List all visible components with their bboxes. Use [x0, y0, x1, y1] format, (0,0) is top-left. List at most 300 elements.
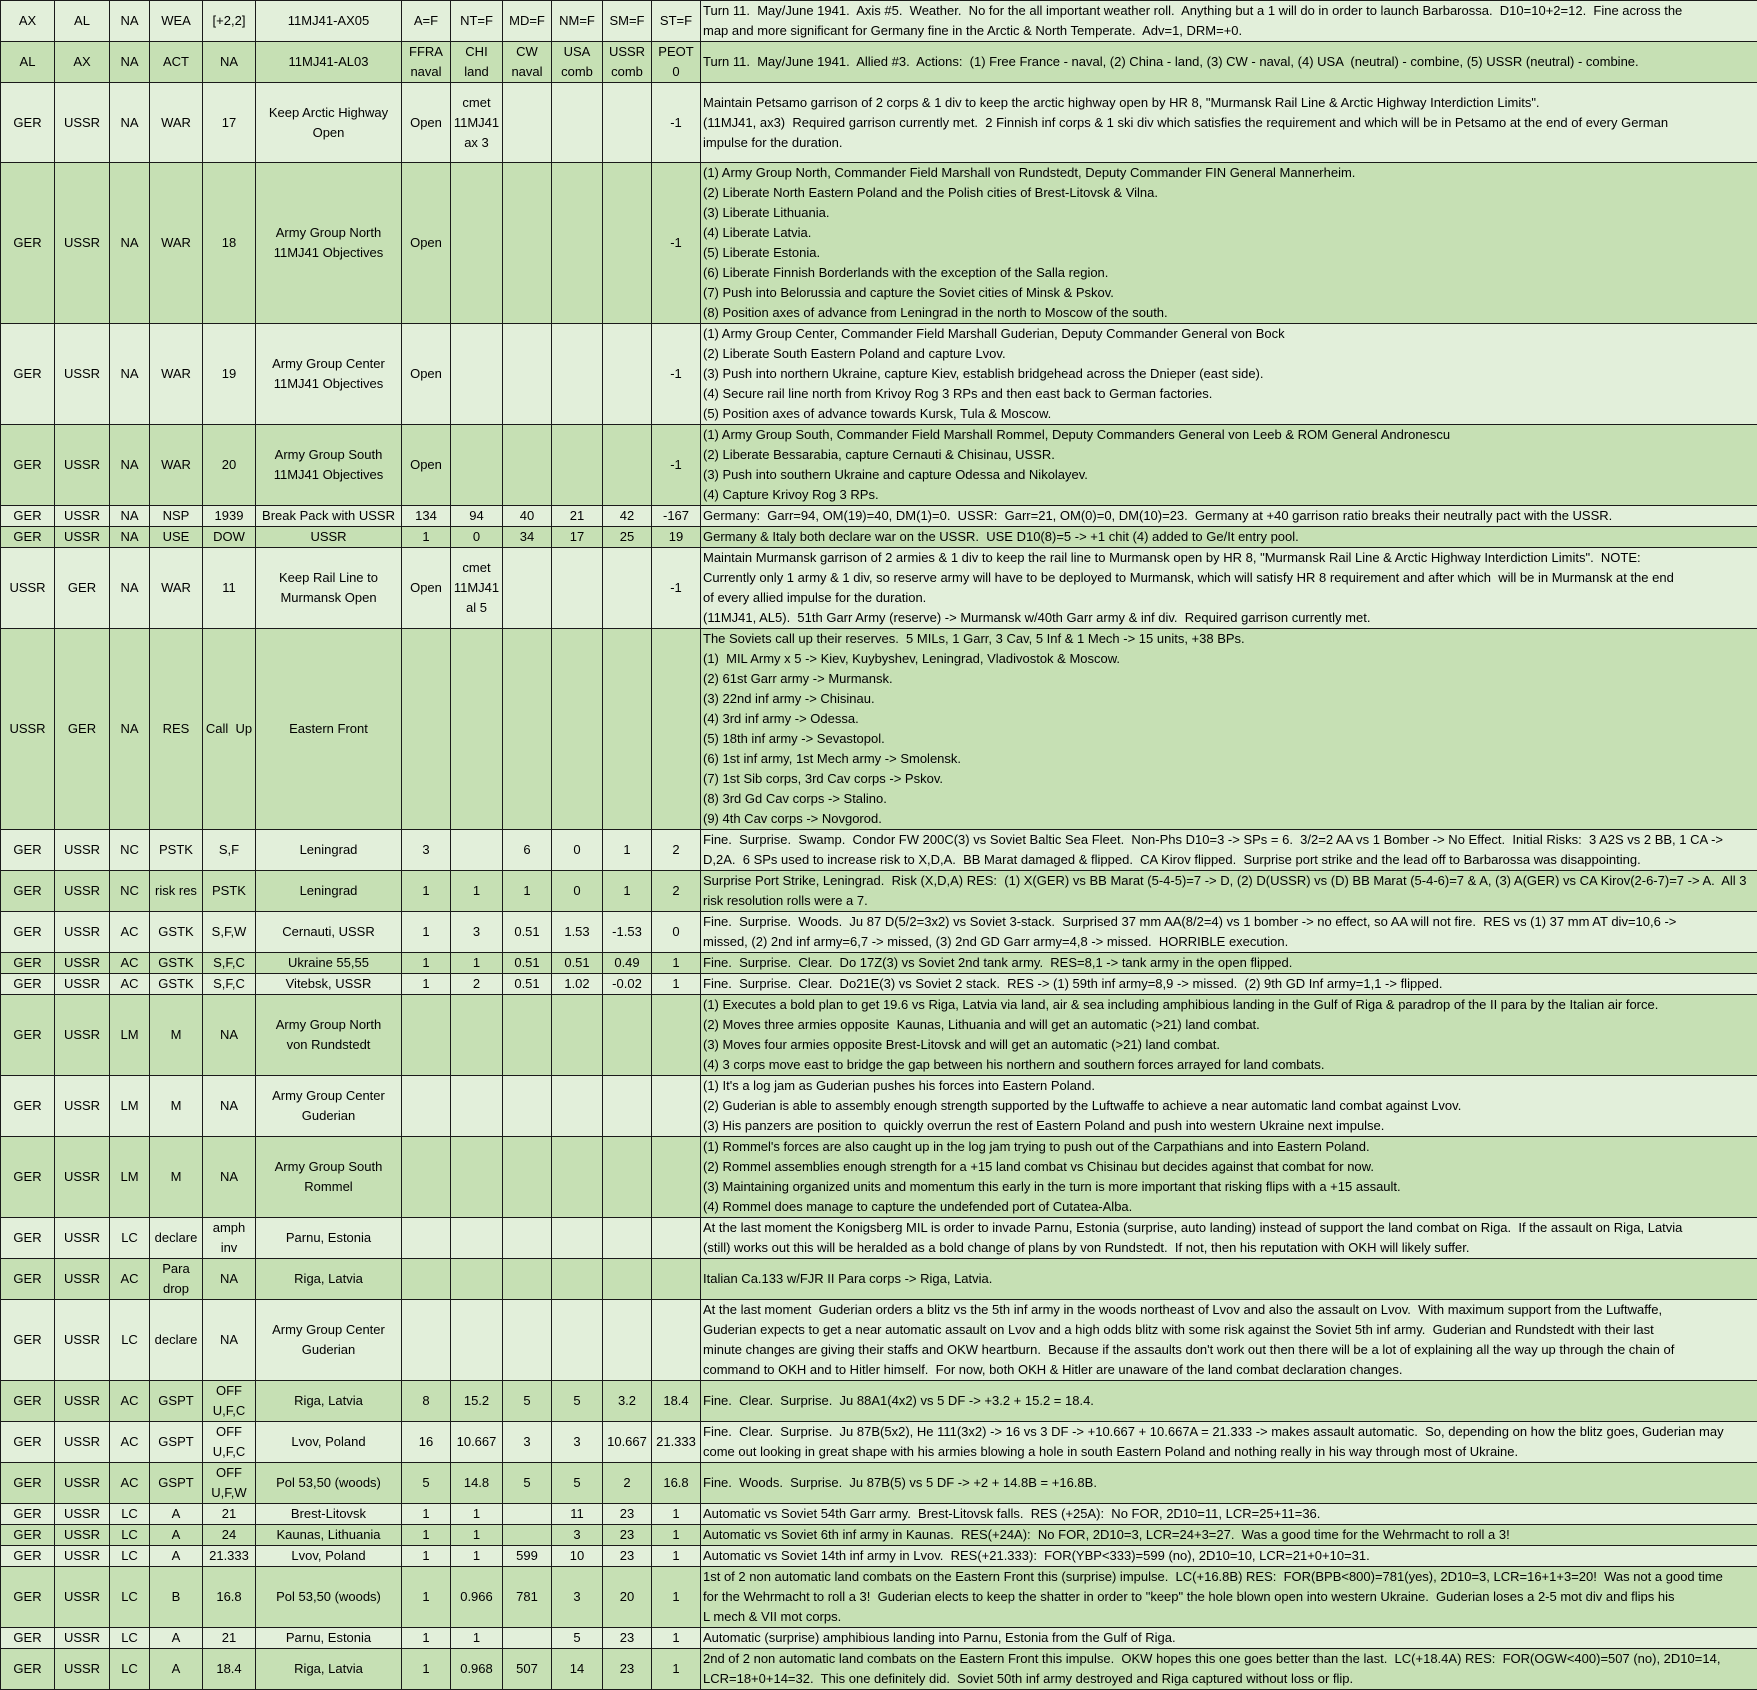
cell-col-st[interactable]: -1	[652, 83, 701, 163]
cell-opponent[interactable]: USSR	[55, 1567, 110, 1628]
cell-phase[interactable]: LM	[110, 1076, 150, 1137]
cell-col-md[interactable]: 34	[503, 527, 552, 548]
cell-col-md[interactable]: 1	[503, 871, 552, 912]
cell-col-nt[interactable]	[451, 995, 503, 1076]
cell-col-nt[interactable]	[451, 1300, 503, 1381]
cell-phase[interactable]: LC	[110, 1300, 150, 1381]
cell-side[interactable]: GER	[1, 1422, 55, 1463]
cell-col-md[interactable]	[503, 1504, 552, 1525]
cell-side[interactable]: GER	[1, 953, 55, 974]
cell-col-st[interactable]: 16.8	[652, 1463, 701, 1504]
cell-target[interactable]: Army Group Center Guderian	[256, 1076, 402, 1137]
cell-target[interactable]: 11MJ41-AX05	[256, 1, 402, 42]
cell-description[interactable]: (1) Army Group South, Commander Field Marshall Rommel, Deputy Commanders General von Leeb & ROM General Andronescu (2) Liberate Bessarabia, capture Cernauti & Chisinau, USSR. (3) Push into southern Ukraine and capture Odessa and Nikolayev. (4) Capture Krivoy Rog 3 RPs.	[701, 425, 1757, 506]
cell-phase[interactable]: LC	[110, 1218, 150, 1259]
cell-action[interactable]: M	[150, 995, 203, 1076]
cell-modifier[interactable]: DOW	[203, 527, 256, 548]
cell-col-st[interactable]	[652, 1137, 701, 1218]
cell-col-sm[interactable]: 2	[603, 1463, 652, 1504]
cell-modifier[interactable]: 16.8	[203, 1567, 256, 1628]
cell-modifier[interactable]: S,F,C	[203, 974, 256, 995]
cell-target[interactable]: Parnu, Estonia	[256, 1628, 402, 1649]
cell-col-nm[interactable]: 5	[552, 1463, 603, 1504]
cell-modifier[interactable]: PSTK	[203, 871, 256, 912]
cell-modifier[interactable]: OFF U,F,C	[203, 1422, 256, 1463]
cell-phase[interactable]: AC	[110, 953, 150, 974]
cell-col-sm[interactable]: 23	[603, 1525, 652, 1546]
cell-col-st[interactable]: 1	[652, 1504, 701, 1525]
cell-description[interactable]: At the last moment Guderian orders a blitz vs the 5th inf army in the woods northeast of Lvov and also the assault on Lvov. With maximum support from the Luftwaffe, Guderian expects to get a near automatic assault on Lvov and a high odds blitz with some risk against the Soviet 5th inf army. Guderian and Rundstedt with their last minute changes are giving their staffs and OKW heartburn. Because if the assaults don't work out then there will be a lot of explaining all the way up through the chain of command to OKH and to Hitler himself. For now, both OKH & Hitler are unaware of the land combat declaration changes.	[701, 1300, 1757, 1381]
cell-phase[interactable]: AC	[110, 1381, 150, 1422]
cell-col-md[interactable]	[503, 1218, 552, 1259]
cell-col-nm[interactable]: 3	[552, 1567, 603, 1628]
cell-col-nm[interactable]: 10	[552, 1546, 603, 1567]
cell-modifier[interactable]: S,F	[203, 830, 256, 871]
cell-action[interactable]: WAR	[150, 548, 203, 629]
cell-opponent[interactable]: USSR	[55, 1218, 110, 1259]
cell-col-st[interactable]: 18.4	[652, 1381, 701, 1422]
cell-opponent[interactable]: USSR	[55, 1649, 110, 1690]
cell-col-st[interactable]: ST=F	[652, 1, 701, 42]
cell-col-sm[interactable]: 3.2	[603, 1381, 652, 1422]
cell-col-nt[interactable]	[451, 425, 503, 506]
cell-col-nm[interactable]	[552, 1259, 603, 1300]
cell-side[interactable]: GER	[1, 1504, 55, 1525]
cell-opponent[interactable]: USSR	[55, 830, 110, 871]
cell-col-nt[interactable]: cmet 11MJ41 ax 3	[451, 83, 503, 163]
cell-col-md[interactable]: 599	[503, 1546, 552, 1567]
cell-opponent[interactable]: USSR	[55, 1463, 110, 1504]
cell-col-st[interactable]	[652, 1259, 701, 1300]
cell-col-nm[interactable]: 11	[552, 1504, 603, 1525]
cell-col-md[interactable]: 781	[503, 1567, 552, 1628]
cell-action[interactable]: PSTK	[150, 830, 203, 871]
cell-col-st[interactable]	[652, 1218, 701, 1259]
cell-col-nt[interactable]: 1	[451, 953, 503, 974]
cell-opponent[interactable]: USSR	[55, 1422, 110, 1463]
cell-action[interactable]: B	[150, 1567, 203, 1628]
cell-phase[interactable]: AC	[110, 1463, 150, 1504]
cell-description[interactable]: Turn 11. May/June 1941. Axis #5. Weather. No for the all important weather roll. Anything but a 1 will do in order to launch Barbarossa. D10=10+2=12. Fine across the map and more significant for Germany fine in the Arctic & North Temperate. Adv=1, DRM=+0.	[701, 1, 1757, 42]
cell-opponent[interactable]: AL	[55, 1, 110, 42]
cell-target[interactable]: USSR	[256, 527, 402, 548]
cell-description[interactable]: (1) Rommel's forces are also caught up in the log jam trying to push out of the Carpathians and into Eastern Poland. (2) Rommel assemblies enough strength for a +15 land combat vs Chisinau but decides against that combat for now. (3) Maintaining organized units and momentum this early in the turn is more important that risking flips with a +15 assault. (4) Rommel does manage to capture the undefended port of Cutatea-Alba.	[701, 1137, 1757, 1218]
cell-col-md[interactable]: 5	[503, 1381, 552, 1422]
cell-opponent[interactable]: USSR	[55, 912, 110, 953]
cell-col-sm[interactable]: 42	[603, 506, 652, 527]
cell-modifier[interactable]: 21.333	[203, 1546, 256, 1567]
cell-side[interactable]: GER	[1, 995, 55, 1076]
cell-col-sm[interactable]: -0.02	[603, 974, 652, 995]
cell-action[interactable]: M	[150, 1076, 203, 1137]
cell-col-st[interactable]: PEOT 0	[652, 42, 701, 83]
cell-col-a[interactable]: Open	[402, 163, 451, 324]
cell-col-md[interactable]: 0.51	[503, 953, 552, 974]
cell-col-a[interactable]	[402, 1218, 451, 1259]
cell-col-st[interactable]	[652, 995, 701, 1076]
cell-side[interactable]: AX	[1, 1, 55, 42]
cell-side[interactable]: GER	[1, 1628, 55, 1649]
cell-action[interactable]: WAR	[150, 425, 203, 506]
cell-target[interactable]: Riga, Latvia	[256, 1649, 402, 1690]
cell-col-nm[interactable]	[552, 548, 603, 629]
cell-col-sm[interactable]: 23	[603, 1504, 652, 1525]
cell-phase[interactable]: NA	[110, 324, 150, 425]
cell-opponent[interactable]: USSR	[55, 1137, 110, 1218]
cell-col-a[interactable]: A=F	[402, 1, 451, 42]
cell-action[interactable]: A	[150, 1525, 203, 1546]
cell-action[interactable]: risk res	[150, 871, 203, 912]
cell-description[interactable]: Germany: Garr=94, OM(19)=40, DM(1)=0. USSR: Garr=21, OM(0)=0, DM(10)=23. Germany at +40 garrison ratio breaks their neutrally pact with the USSR.	[701, 506, 1757, 527]
cell-target[interactable]: Vitebsk, USSR	[256, 974, 402, 995]
cell-col-st[interactable]: -167	[652, 506, 701, 527]
cell-col-st[interactable]: 1	[652, 953, 701, 974]
cell-col-md[interactable]	[503, 995, 552, 1076]
cell-col-sm[interactable]	[603, 163, 652, 324]
cell-col-nt[interactable]: cmet 11MJ41 al 5	[451, 548, 503, 629]
cell-opponent[interactable]: USSR	[55, 974, 110, 995]
cell-col-nm[interactable]: 0	[552, 830, 603, 871]
cell-modifier[interactable]: 21	[203, 1628, 256, 1649]
cell-target[interactable]: Army Group South Rommel	[256, 1137, 402, 1218]
cell-target[interactable]: Cernauti, USSR	[256, 912, 402, 953]
cell-side[interactable]: GER	[1, 974, 55, 995]
cell-description[interactable]: Automatic vs Soviet 14th inf army in Lvov. RES(+21.333): FOR(YBP<333)=599 (no), 2D10=10, LCR=21+0+10=31.	[701, 1546, 1757, 1567]
cell-target[interactable]: Keep Rail Line to Murmansk Open	[256, 548, 402, 629]
cell-modifier[interactable]: 18.4	[203, 1649, 256, 1690]
cell-modifier[interactable]: Call Up	[203, 629, 256, 830]
cell-description[interactable]: Surprise Port Strike, Leningrad. Risk (X,D,A) RES: (1) X(GER) vs BB Marat (5-4-5)=7 -> D, (2) D(USSR) vs (D) BB Marat (5-4-6)=7 & A, (3) A(GER) vs CA Kirov(2-6-7)=7 -> A. All 3 risk resolution rolls were a 7.	[701, 871, 1757, 912]
cell-col-st[interactable]: 2	[652, 871, 701, 912]
cell-action[interactable]: M	[150, 1137, 203, 1218]
cell-description[interactable]: (1) Army Group Center, Commander Field Marshall Guderian, Deputy Commander General von Bock (2) Liberate South Eastern Poland and capture Lvov. (3) Push into northern Ukraine, capture Kiev, establish bridgehead across the Dnieper (east side). (4) Secure rail line north from Krivoy Rog 3 RPs and then east back to German factories. (5) Position axes of advance towards Kursk, Tula & Moscow.	[701, 324, 1757, 425]
cell-col-st[interactable]	[652, 1300, 701, 1381]
cell-side[interactable]: GER	[1, 1381, 55, 1422]
cell-col-md[interactable]: 6	[503, 830, 552, 871]
cell-phase[interactable]: AC	[110, 1259, 150, 1300]
cell-col-a[interactable]: 1	[402, 912, 451, 953]
cell-target[interactable]: Riga, Latvia	[256, 1381, 402, 1422]
cell-col-sm[interactable]	[603, 629, 652, 830]
cell-col-a[interactable]: 5	[402, 1463, 451, 1504]
cell-col-sm[interactable]: 1	[603, 830, 652, 871]
cell-col-sm[interactable]: 23	[603, 1649, 652, 1690]
cell-col-st[interactable]	[652, 1076, 701, 1137]
cell-col-sm[interactable]	[603, 1137, 652, 1218]
cell-col-a[interactable]: 8	[402, 1381, 451, 1422]
cell-col-md[interactable]	[503, 548, 552, 629]
cell-col-md[interactable]	[503, 163, 552, 324]
cell-action[interactable]: Para drop	[150, 1259, 203, 1300]
cell-phase[interactable]: LC	[110, 1546, 150, 1567]
cell-target[interactable]: Pol 53,50 (woods)	[256, 1463, 402, 1504]
cell-target[interactable]: Ukraine 55,55	[256, 953, 402, 974]
cell-description[interactable]: Italian Ca.133 w/FJR II Para corps -> Riga, Latvia.	[701, 1259, 1757, 1300]
cell-target[interactable]: Leningrad	[256, 830, 402, 871]
cell-col-a[interactable]	[402, 1259, 451, 1300]
cell-col-nm[interactable]	[552, 1300, 603, 1381]
cell-col-nm[interactable]	[552, 995, 603, 1076]
cell-phase[interactable]: NA	[110, 1, 150, 42]
cell-modifier[interactable]: S,F,W	[203, 912, 256, 953]
cell-action[interactable]: declare	[150, 1218, 203, 1259]
cell-col-st[interactable]: -1	[652, 324, 701, 425]
cell-side[interactable]: GER	[1, 830, 55, 871]
cell-description[interactable]: Fine. Surprise. Swamp. Condor FW 200C(3) vs Soviet Baltic Sea Fleet. Non-Phs D10=3 -> SPs = 6. 3/2=2 AA vs 1 Bomber -> No Effect. Initial Risks: 3 A2S vs 2 BB, 1 CA -> D,2A. 6 SPs used to increase risk to X,D,A. BB Marat damaged & flipped. CA Kirov flipped. Surprise port strike and the lead off to Barbarossa was disappointing.	[701, 830, 1757, 871]
cell-phase[interactable]: LM	[110, 1137, 150, 1218]
cell-target[interactable]: Pol 53,50 (woods)	[256, 1567, 402, 1628]
cell-col-nm[interactable]: 14	[552, 1649, 603, 1690]
cell-col-a[interactable]: FFRA naval	[402, 42, 451, 83]
cell-description[interactable]: Fine. Woods. Surprise. Ju 87B(5) vs 5 DF -> +2 + 14.8B = +16.8B.	[701, 1463, 1757, 1504]
cell-modifier[interactable]: 11	[203, 548, 256, 629]
cell-col-nt[interactable]: 1	[451, 1546, 503, 1567]
cell-phase[interactable]: NA	[110, 42, 150, 83]
cell-col-md[interactable]	[503, 1137, 552, 1218]
cell-side[interactable]: GER	[1, 1218, 55, 1259]
cell-action[interactable]: GSPT	[150, 1381, 203, 1422]
cell-col-a[interactable]: Open	[402, 324, 451, 425]
cell-col-nm[interactable]	[552, 1076, 603, 1137]
cell-col-a[interactable]: Open	[402, 83, 451, 163]
cell-phase[interactable]: LC	[110, 1525, 150, 1546]
cell-action[interactable]: declare	[150, 1300, 203, 1381]
cell-opponent[interactable]: USSR	[55, 425, 110, 506]
cell-phase[interactable]: LC	[110, 1628, 150, 1649]
cell-col-nt[interactable]	[451, 1076, 503, 1137]
cell-side[interactable]: GER	[1, 1300, 55, 1381]
cell-side[interactable]: GER	[1, 871, 55, 912]
cell-col-nt[interactable]: 15.2	[451, 1381, 503, 1422]
cell-side[interactable]: GER	[1, 1259, 55, 1300]
cell-target[interactable]: Army Group Center 11MJ41 Objectives	[256, 324, 402, 425]
cell-opponent[interactable]: GER	[55, 548, 110, 629]
cell-modifier[interactable]: amph inv	[203, 1218, 256, 1259]
cell-col-nm[interactable]	[552, 425, 603, 506]
cell-col-md[interactable]: 3	[503, 1422, 552, 1463]
cell-description[interactable]: Germany & Italy both declare war on the USSR. USE D10(8)=5 -> +1 chit (4) added to Ge/It entry pool.	[701, 527, 1757, 548]
cell-phase[interactable]: NC	[110, 830, 150, 871]
cell-side[interactable]: GER	[1, 1546, 55, 1567]
cell-modifier[interactable]: 18	[203, 163, 256, 324]
cell-col-sm[interactable]: USSR comb	[603, 42, 652, 83]
cell-opponent[interactable]: USSR	[55, 871, 110, 912]
cell-col-sm[interactable]	[603, 1300, 652, 1381]
cell-col-st[interactable]: 0	[652, 912, 701, 953]
cell-col-st[interactable]: 1	[652, 974, 701, 995]
cell-col-nt[interactable]	[451, 1218, 503, 1259]
cell-col-sm[interactable]: 20	[603, 1567, 652, 1628]
cell-col-a[interactable]	[402, 629, 451, 830]
cell-col-nm[interactable]: 0	[552, 871, 603, 912]
cell-col-nm[interactable]	[552, 1137, 603, 1218]
cell-col-nt[interactable]: 2	[451, 974, 503, 995]
cell-col-nm[interactable]: NM=F	[552, 1, 603, 42]
cell-col-nt[interactable]: 1	[451, 1628, 503, 1649]
cell-col-sm[interactable]	[603, 1076, 652, 1137]
cell-col-nt[interactable]: 94	[451, 506, 503, 527]
cell-col-a[interactable]: 1	[402, 1504, 451, 1525]
cell-side[interactable]: GER	[1, 506, 55, 527]
cell-col-nt[interactable]: 0.966	[451, 1567, 503, 1628]
cell-opponent[interactable]: USSR	[55, 324, 110, 425]
cell-phase[interactable]: LC	[110, 1567, 150, 1628]
cell-opponent[interactable]: USSR	[55, 506, 110, 527]
cell-modifier[interactable]: NA	[203, 1076, 256, 1137]
cell-col-nm[interactable]: 1.53	[552, 912, 603, 953]
cell-col-sm[interactable]: 1	[603, 871, 652, 912]
cell-action[interactable]: RES	[150, 629, 203, 830]
cell-col-nt[interactable]: NT=F	[451, 1, 503, 42]
cell-phase[interactable]: AC	[110, 974, 150, 995]
cell-description[interactable]: The Soviets call up their reserves. 5 MILs, 1 Garr, 3 Cav, 5 Inf & 1 Mech -> 15 units, +38 BPs. (1) MIL Army x 5 -> Kiev, Kuybyshev, Leningrad, Vladivostok & Moscow. (2) 61st Garr army -> Murmansk. (3) 22nd inf army -> Chisinau. (4) 3rd inf army -> Odessa. (5) 18th inf army -> Sevastopol. (6) 1st inf army, 1st Mech army -> Smolensk. (7) 1st Sib corps, 3rd Cav corps -> Pskov. (8) 3rd Gd Cav corps -> Stalino. (9) 4th Cav corps -> Novgorod.	[701, 629, 1757, 830]
cell-col-a[interactable]	[402, 995, 451, 1076]
cell-col-md[interactable]	[503, 83, 552, 163]
cell-opponent[interactable]: USSR	[55, 1259, 110, 1300]
cell-side[interactable]: GER	[1, 1649, 55, 1690]
cell-modifier[interactable]: NA	[203, 1259, 256, 1300]
cell-col-nt[interactable]	[451, 324, 503, 425]
cell-col-md[interactable]	[503, 629, 552, 830]
cell-col-nm[interactable]: 17	[552, 527, 603, 548]
cell-col-md[interactable]: 5	[503, 1463, 552, 1504]
cell-opponent[interactable]: USSR	[55, 1381, 110, 1422]
cell-action[interactable]: A	[150, 1546, 203, 1567]
cell-description[interactable]: Fine. Clear. Surprise. Ju 87B(5x2), He 111(3x2) -> 16 vs 3 DF -> +10.667 + 10.667A = 21.333 -> makes assault automatic. So, depending on how the blitz goes, Guderian may come out looking in great shape with his armies blowing a hole in south Eastern Poland and nothing really in his way through most of Ukraine.	[701, 1422, 1757, 1463]
cell-col-sm[interactable]	[603, 1259, 652, 1300]
cell-side[interactable]: GER	[1, 83, 55, 163]
cell-col-sm[interactable]: 0.49	[603, 953, 652, 974]
cell-description[interactable]: Fine. Surprise. Clear. Do 17Z(3) vs Soviet 2nd tank army. RES=8,1 -> tank army in the open flipped.	[701, 953, 1757, 974]
cell-col-sm[interactable]	[603, 548, 652, 629]
cell-target[interactable]: Army Group Center Guderian	[256, 1300, 402, 1381]
cell-col-nt[interactable]	[451, 1137, 503, 1218]
cell-col-st[interactable]	[652, 629, 701, 830]
cell-action[interactable]: GSTK	[150, 912, 203, 953]
cell-description[interactable]: Turn 11. May/June 1941. Allied #3. Actions: (1) Free France - naval, (2) China - land, (3) CW - naval, (4) USA (neutral) - combine, (5) USSR (neutral) - combine.	[701, 42, 1757, 83]
cell-target[interactable]: Army Group North von Rundstedt	[256, 995, 402, 1076]
cell-opponent[interactable]: USSR	[55, 995, 110, 1076]
cell-col-nt[interactable]	[451, 1259, 503, 1300]
cell-description[interactable]: Maintain Petsamo garrison of 2 corps & 1 div to keep the arctic highway open by HR 8, "Murmansk Rail Line & Arctic Highway Interdiction Limits". (11MJ41, ax3) Required garrison currently met. 2 Finnish inf corps & 1 ski div which satisfies the requirement and which will be in Petsamo at the end of every German impulse for the duration.	[701, 83, 1757, 163]
cell-col-nm[interactable]: 5	[552, 1381, 603, 1422]
cell-description[interactable]: 1st of 2 non automatic land combats on the Eastern Front this (surprise) impulse. LC(+16.8B) RES: FOR(BPB<800)=781(yes), 2D10=3, LCR=16+1+3=20! Was not a good time for the Wehrmacht to roll a 3! Guderian elects to keep the shatter in order to "keep" the hole blown open into western Ukraine. Guderian loses a 2-5 mot div and flips his L mech & VII mot corps.	[701, 1567, 1757, 1628]
cell-col-md[interactable]	[503, 1525, 552, 1546]
cell-col-nm[interactable]	[552, 163, 603, 324]
cell-col-st[interactable]: 1	[652, 1567, 701, 1628]
cell-target[interactable]: Kaunas, Lithuania	[256, 1525, 402, 1546]
cell-col-sm[interactable]: 23	[603, 1546, 652, 1567]
cell-opponent[interactable]: USSR	[55, 1546, 110, 1567]
cell-action[interactable]: GSTK	[150, 974, 203, 995]
cell-modifier[interactable]: NA	[203, 1137, 256, 1218]
cell-opponent[interactable]: USSR	[55, 163, 110, 324]
cell-col-a[interactable]: 16	[402, 1422, 451, 1463]
cell-modifier[interactable]: OFF U,F,C	[203, 1381, 256, 1422]
cell-col-nt[interactable]	[451, 163, 503, 324]
cell-target[interactable]: 11MJ41-AL03	[256, 42, 402, 83]
cell-col-md[interactable]	[503, 1300, 552, 1381]
cell-col-a[interactable]: 134	[402, 506, 451, 527]
cell-col-nt[interactable]	[451, 830, 503, 871]
cell-phase[interactable]: NA	[110, 83, 150, 163]
cell-col-nm[interactable]	[552, 83, 603, 163]
cell-col-nm[interactable]: USA comb	[552, 42, 603, 83]
cell-col-nm[interactable]	[552, 629, 603, 830]
cell-modifier[interactable]: OFF U,F,W	[203, 1463, 256, 1504]
cell-modifier[interactable]: 24	[203, 1525, 256, 1546]
cell-action[interactable]: A	[150, 1504, 203, 1525]
cell-col-sm[interactable]: -1.53	[603, 912, 652, 953]
cell-action[interactable]: GSPT	[150, 1422, 203, 1463]
cell-col-nt[interactable]: 0.968	[451, 1649, 503, 1690]
cell-col-md[interactable]	[503, 324, 552, 425]
cell-col-nm[interactable]: 5	[552, 1628, 603, 1649]
cell-col-nt[interactable]: 1	[451, 1504, 503, 1525]
cell-action[interactable]: A	[150, 1628, 203, 1649]
cell-description[interactable]: Automatic (surprise) amphibious landing into Parnu, Estonia from the Gulf of Riga.	[701, 1628, 1757, 1649]
cell-modifier[interactable]: NA	[203, 42, 256, 83]
cell-modifier[interactable]: NA	[203, 1300, 256, 1381]
cell-phase[interactable]: NA	[110, 506, 150, 527]
cell-action[interactable]: A	[150, 1649, 203, 1690]
cell-col-sm[interactable]: SM=F	[603, 1, 652, 42]
cell-col-sm[interactable]	[603, 83, 652, 163]
cell-modifier[interactable]: 17	[203, 83, 256, 163]
cell-description[interactable]: At the last moment the Konigsberg MIL is order to invade Parnu, Estonia (surprise, auto landing) instead of support the land combat on Riga. If the assault on Riga, Latvia (still) works out this will be heralded as a bold change of plans by von Rundstedt. If not, then his reputation with OKH will likely suffer.	[701, 1218, 1757, 1259]
cell-action[interactable]: WAR	[150, 163, 203, 324]
cell-phase[interactable]: NC	[110, 871, 150, 912]
cell-col-nt[interactable]: CHI land	[451, 42, 503, 83]
cell-action[interactable]: WAR	[150, 83, 203, 163]
cell-col-st[interactable]: -1	[652, 163, 701, 324]
cell-col-a[interactable]: 1	[402, 1649, 451, 1690]
cell-opponent[interactable]: USSR	[55, 1076, 110, 1137]
cell-target[interactable]: Keep Arctic Highway Open	[256, 83, 402, 163]
cell-col-md[interactable]	[503, 1076, 552, 1137]
cell-col-st[interactable]: 2	[652, 830, 701, 871]
cell-target[interactable]: Lvov, Poland	[256, 1546, 402, 1567]
cell-action[interactable]: GSPT	[150, 1463, 203, 1504]
cell-col-nt[interactable]: 1	[451, 871, 503, 912]
cell-side[interactable]: GER	[1, 1076, 55, 1137]
cell-opponent[interactable]: USSR	[55, 1300, 110, 1381]
cell-col-md[interactable]: 0.51	[503, 974, 552, 995]
cell-col-a[interactable]	[402, 1076, 451, 1137]
cell-side[interactable]: GER	[1, 163, 55, 324]
cell-action[interactable]: ACT	[150, 42, 203, 83]
cell-opponent[interactable]: USSR	[55, 83, 110, 163]
cell-phase[interactable]: NA	[110, 629, 150, 830]
cell-col-st[interactable]: -1	[652, 548, 701, 629]
cell-modifier[interactable]: 1939	[203, 506, 256, 527]
cell-col-md[interactable]: MD=F	[503, 1, 552, 42]
cell-col-sm[interactable]: 25	[603, 527, 652, 548]
cell-col-st[interactable]: 1	[652, 1649, 701, 1690]
cell-side[interactable]: GER	[1, 1137, 55, 1218]
cell-description[interactable]: Fine. Surprise. Woods. Ju 87 D(5/2=3x2) vs Soviet 3-stack. Surprised 37 mm AA(8/2=4) vs 1 bomber -> no effect, so AA will not fire. RES vs (1) 37 mm AT div=10,6 -> missed, (2) 2nd inf army=6,7 -> missed, (3) 2nd GD Garr army=4,8 -> missed. HORRIBLE execution.	[701, 912, 1757, 953]
cell-opponent[interactable]: USSR	[55, 1628, 110, 1649]
cell-opponent[interactable]: GER	[55, 629, 110, 830]
cell-target[interactable]: Brest-Litovsk	[256, 1504, 402, 1525]
cell-target[interactable]: Leningrad	[256, 871, 402, 912]
cell-col-st[interactable]: 1	[652, 1628, 701, 1649]
cell-action[interactable]: WEA	[150, 1, 203, 42]
cell-target[interactable]: Army Group North 11MJ41 Objectives	[256, 163, 402, 324]
cell-col-st[interactable]: -1	[652, 425, 701, 506]
cell-modifier[interactable]: 19	[203, 324, 256, 425]
cell-col-a[interactable]: 1	[402, 1567, 451, 1628]
